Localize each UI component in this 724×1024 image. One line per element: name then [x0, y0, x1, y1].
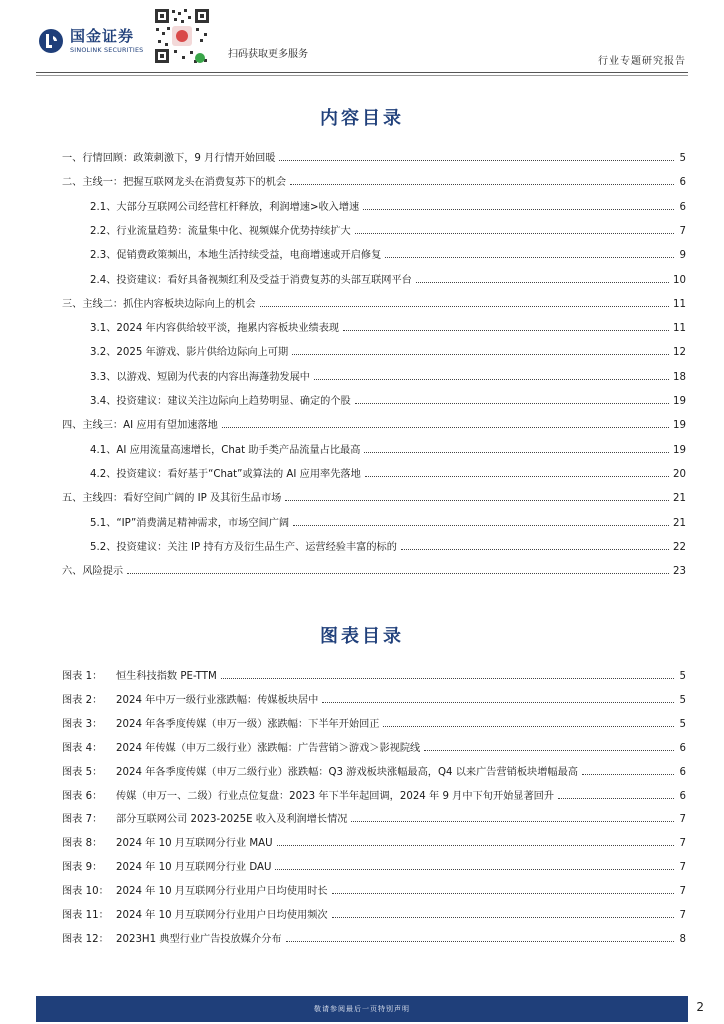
- toc-entry[interactable]: [62, 561, 686, 577]
- dot-leader: [285, 500, 669, 501]
- entry-label-wrap: [62, 810, 347, 825]
- figure-label: 2024 年各季度传媒（申万一级）涨跌幅：下半年开始回正: [116, 718, 380, 730]
- entry-label-wrap: [90, 514, 289, 529]
- toc-entry[interactable]: [90, 537, 686, 553]
- dot-leader: [424, 750, 674, 751]
- dot-leader: [292, 354, 669, 355]
- toc-entry-label: 5.1、“IP”消费满足精神需求，市场空间广阔: [90, 517, 290, 529]
- qr-caption: 扫码获取更多服务: [228, 49, 308, 60]
- toc-entry-label: 4.2、投资建议：看好基于“Chat”或算法的 AI 应用率先落地: [90, 468, 361, 480]
- figure-number: 图表 1：: [62, 671, 103, 682]
- figure-number: 图表 4：: [62, 742, 103, 754]
- dot-leader: [279, 160, 674, 161]
- entry-page-number: 7: [679, 814, 686, 826]
- toc-entry[interactable]: [90, 270, 686, 286]
- entry-page-number: 7: [679, 862, 686, 874]
- dot-leader: [260, 306, 669, 307]
- page-header: [0, 0, 724, 74]
- dot-leader: [221, 678, 674, 679]
- toc-entry[interactable]: [90, 464, 686, 480]
- figure-label: 2024 年 10 月互联网分行业用户日均使用时长: [116, 886, 328, 898]
- figure-entry[interactable]: [62, 905, 686, 921]
- entry-page-number: 7: [679, 838, 686, 850]
- entry-page-number: 5: [679, 153, 686, 164]
- dot-leader: [332, 917, 674, 918]
- figure-number: 图表 9：: [62, 862, 103, 874]
- figure-label: 2024 年中万一级行业涨跌幅：传媒板块居中: [116, 694, 319, 706]
- entry-label-wrap: [62, 691, 318, 706]
- entry-label-wrap: [90, 368, 310, 383]
- figure-entry[interactable]: [62, 809, 686, 825]
- toc-entry[interactable]: [90, 391, 686, 407]
- company-logo: [38, 28, 143, 54]
- dot-leader: [365, 476, 669, 477]
- entry-label-wrap: [62, 882, 328, 897]
- figure-label: 2023H1 典型行业广告投放媒介分布: [116, 933, 282, 945]
- figure-number: 图表 5：: [62, 766, 103, 778]
- entry-page-number: 22: [673, 541, 686, 553]
- entry-label-wrap: [90, 271, 412, 286]
- header-divider: [36, 72, 688, 73]
- dot-leader: [332, 893, 674, 894]
- page-footer: [36, 996, 688, 1022]
- dot-leader: [275, 869, 674, 870]
- entry-page-number: 19: [673, 396, 686, 407]
- entry-page-number: 7: [679, 910, 686, 921]
- entry-label-wrap: [62, 858, 271, 873]
- entry-page-number: 19: [673, 444, 686, 456]
- dot-leader: [416, 282, 669, 283]
- dot-leader: [351, 821, 674, 822]
- entry-page-number: 7: [679, 886, 686, 898]
- dot-leader: [343, 330, 669, 331]
- entry-page-number: 11: [673, 323, 686, 335]
- sinolink-logo-icon: [38, 28, 64, 54]
- logo-name-cn: 国金证券: [70, 26, 135, 45]
- entry-page-number: 5: [679, 671, 686, 682]
- toc-entry[interactable]: [90, 221, 686, 237]
- dot-leader: [582, 774, 674, 775]
- entry-page-number: 12: [673, 347, 686, 359]
- entry-label-wrap: [62, 715, 379, 730]
- entry-label-wrap: [90, 441, 360, 456]
- entry-page-number: 6: [679, 201, 686, 213]
- toc-entry-label: 2.2、行业流量趋势：流量集中化、视频媒介优势持续扩大: [90, 225, 351, 237]
- figure-number: 图表 11：: [62, 910, 109, 921]
- figure-entry[interactable]: [62, 690, 686, 706]
- entry-page-number: 18: [673, 371, 686, 383]
- entry-page-number: 6: [679, 742, 686, 754]
- toc-entry[interactable]: [90, 245, 686, 261]
- figure-entry[interactable]: [62, 929, 686, 945]
- dot-leader: [127, 573, 669, 574]
- toc-entry[interactable]: [90, 440, 686, 456]
- toc-entry-label: 3.3、以游戏、短剧为代表的内容出海蓬勃发展中: [90, 371, 310, 383]
- entry-label-wrap: [62, 562, 123, 577]
- entry-page-number: 5: [679, 694, 686, 706]
- entry-page-number: 10: [673, 274, 686, 286]
- dot-leader: [222, 427, 669, 428]
- figure-entry[interactable]: [62, 666, 686, 682]
- toc-entry-label: 3.4、投资建议：建议关注边际向上趋势明显、确定的个股: [90, 396, 351, 407]
- dot-leader: [290, 184, 674, 185]
- toc-entry[interactable]: [62, 294, 686, 310]
- entry-label-wrap: [90, 198, 359, 213]
- figure-entry[interactable]: [62, 714, 686, 730]
- dot-leader: [401, 549, 669, 550]
- entry-label-wrap: [62, 416, 218, 431]
- figure-label: 2024 年 10 月互联网分行业 MAU: [116, 838, 273, 850]
- entry-page-number: 20: [673, 468, 686, 480]
- dot-leader: [558, 798, 674, 799]
- toc-entry-label: 5.2、投资建议：关注 IP 持有方及衍生品生产、运营经验丰富的标的: [90, 541, 397, 553]
- entry-label-wrap: [62, 149, 275, 164]
- figures-title: 图表目录: [320, 626, 404, 647]
- toc-entry[interactable]: [62, 488, 686, 504]
- toc-entry-label: 一、行情回顾：政策刺激下，9 月行情开始回暖: [62, 153, 276, 164]
- figure-entry[interactable]: [62, 786, 686, 802]
- figure-number: 图表 2：: [62, 694, 103, 706]
- entry-page-number: 21: [673, 493, 686, 505]
- entry-page-number: 23: [673, 566, 686, 578]
- entry-label-wrap: [62, 295, 256, 310]
- entry-page-number: 19: [673, 420, 686, 432]
- toc-entry-label: 四、主线三：AI 应用有望加速落地: [62, 420, 218, 432]
- dot-leader: [355, 233, 674, 234]
- toc-entry[interactable]: [62, 172, 686, 188]
- entry-label-wrap: [90, 343, 288, 358]
- toc-entry-label: 3.1、2024 年内容供给较平淡，拖累内容板块业绩表现: [90, 323, 340, 335]
- entry-label-wrap: [62, 763, 578, 778]
- figure-label: 恒生科技指数 PE-TTM: [116, 671, 217, 682]
- figure-label: 2024 年 10 月互联网分行业用户日均使用频次: [116, 910, 328, 921]
- toc-entry-label: 2.1、大部分互联网公司经营杠杆释放，利润增速>收入增速: [90, 201, 360, 213]
- entry-page-number: 6: [679, 766, 686, 778]
- dot-leader: [363, 209, 674, 210]
- entry-label-wrap: [90, 538, 397, 553]
- dot-leader: [385, 257, 674, 258]
- toc-entry[interactable]: [90, 342, 686, 358]
- entry-label-wrap: [62, 906, 328, 921]
- entry-label-wrap: [62, 834, 273, 849]
- entry-label-wrap: [62, 173, 286, 188]
- entry-label-wrap: [90, 465, 361, 480]
- toc-entry[interactable]: [62, 148, 686, 164]
- page-number: 2: [696, 1000, 704, 1014]
- entry-page-number: 6: [679, 790, 686, 802]
- toc-title: 内容目录: [320, 108, 404, 129]
- toc-entry[interactable]: [90, 318, 686, 334]
- entry-label-wrap: [62, 787, 554, 802]
- entry-label-wrap: [62, 667, 217, 682]
- qr-code-icon[interactable]: [152, 6, 212, 66]
- toc-entry[interactable]: [90, 367, 686, 383]
- dot-leader: [383, 726, 674, 727]
- dot-leader: [364, 452, 669, 453]
- dot-leader: [355, 403, 669, 404]
- entry-page-number: 6: [679, 177, 686, 189]
- toc-entry[interactable]: [90, 513, 686, 529]
- entry-page-number: 8: [679, 933, 686, 945]
- header-divider-thin: [36, 75, 688, 76]
- entry-label-wrap: [62, 489, 281, 504]
- entry-page-number: 21: [673, 517, 686, 529]
- figure-entry[interactable]: [62, 833, 686, 849]
- figure-label: 2024 年 10 月互联网分行业 DAU: [116, 862, 272, 874]
- entry-label-wrap: [62, 739, 420, 754]
- figure-entry[interactable]: [62, 857, 686, 873]
- figure-number: 图表 3：: [62, 718, 103, 730]
- dot-leader: [314, 379, 669, 380]
- toc-entry[interactable]: [62, 415, 686, 431]
- dot-leader: [277, 845, 674, 846]
- dot-leader: [286, 941, 674, 942]
- footer-disclaimer: 敬请参阅最后一页特别声明: [314, 1005, 410, 1013]
- figure-number: 图表 10：: [62, 886, 109, 898]
- toc-entry-label: 五、主线四：看好空间广阔的 IP 及其衍生品市场: [62, 493, 282, 505]
- toc-entry-label: 3.2、2025 年游戏、影片供给边际向上可期: [90, 347, 289, 359]
- figure-number: 图表 12：: [62, 933, 109, 945]
- dot-leader: [322, 702, 674, 703]
- report-type-label: 行业专题研究报告: [598, 56, 686, 67]
- entry-page-number: 9: [679, 250, 686, 262]
- toc-entry-label: 2.4、投资建议：看好具备视频红利及受益于消费复苏的头部互联网平台: [90, 274, 412, 286]
- entry-label-wrap: [90, 246, 381, 261]
- figure-number: 图表 6：: [62, 790, 103, 802]
- entry-label-wrap: [90, 222, 351, 237]
- entry-page-number: 7: [679, 225, 686, 237]
- figure-number: 图表 8：: [62, 838, 103, 850]
- figure-label: 2024 年各季度传媒（申万二级行业）涨跌幅：Q3 游戏板块涨幅最高，Q4 以来广告营销板块增幅最高: [116, 766, 578, 778]
- toc-entry-label: 二、主线一：把握互联网龙头在消费复苏下的机会: [62, 177, 287, 189]
- entry-page-number: 5: [679, 718, 686, 730]
- toc-entry[interactable]: [90, 197, 686, 213]
- entry-label-wrap: [90, 392, 351, 407]
- entry-label-wrap: [62, 930, 282, 945]
- logo-name-en: SINOLINK SECURITIES: [70, 45, 144, 54]
- figure-entry[interactable]: [62, 881, 686, 897]
- figure-label: 2024 年传媒（申万二级行业）涨跌幅：广告营销＞游戏＞影视院线: [116, 742, 421, 754]
- figure-label: 部分互联网公司 2023-2025E 收入及利润增长情况: [116, 814, 348, 826]
- dot-leader: [293, 525, 669, 526]
- toc-entry-label: 2.3、促销费政策频出，本地生活持续受益，电商增速或开启修复: [90, 250, 382, 262]
- entry-label-wrap: [90, 319, 339, 334]
- figure-entry[interactable]: [62, 738, 686, 754]
- entry-page-number: 11: [673, 298, 686, 310]
- toc-entry-label: 六、风险提示: [62, 566, 124, 578]
- figure-label: 传媒（申万一、二级）行业点位复盘：2023 年下半年起回调，2024 年 9 月中下旬开始显著回升: [116, 790, 555, 802]
- toc-entry-label: 4.1、AI 应用流量高速增长，Chat 助手类产品流量占比最高: [90, 444, 361, 456]
- toc-entry-label: 三、主线二：抓住内容板块边际向上的机会: [62, 298, 256, 310]
- figure-entry[interactable]: [62, 762, 686, 778]
- figure-number: 图表 7：: [62, 814, 103, 826]
